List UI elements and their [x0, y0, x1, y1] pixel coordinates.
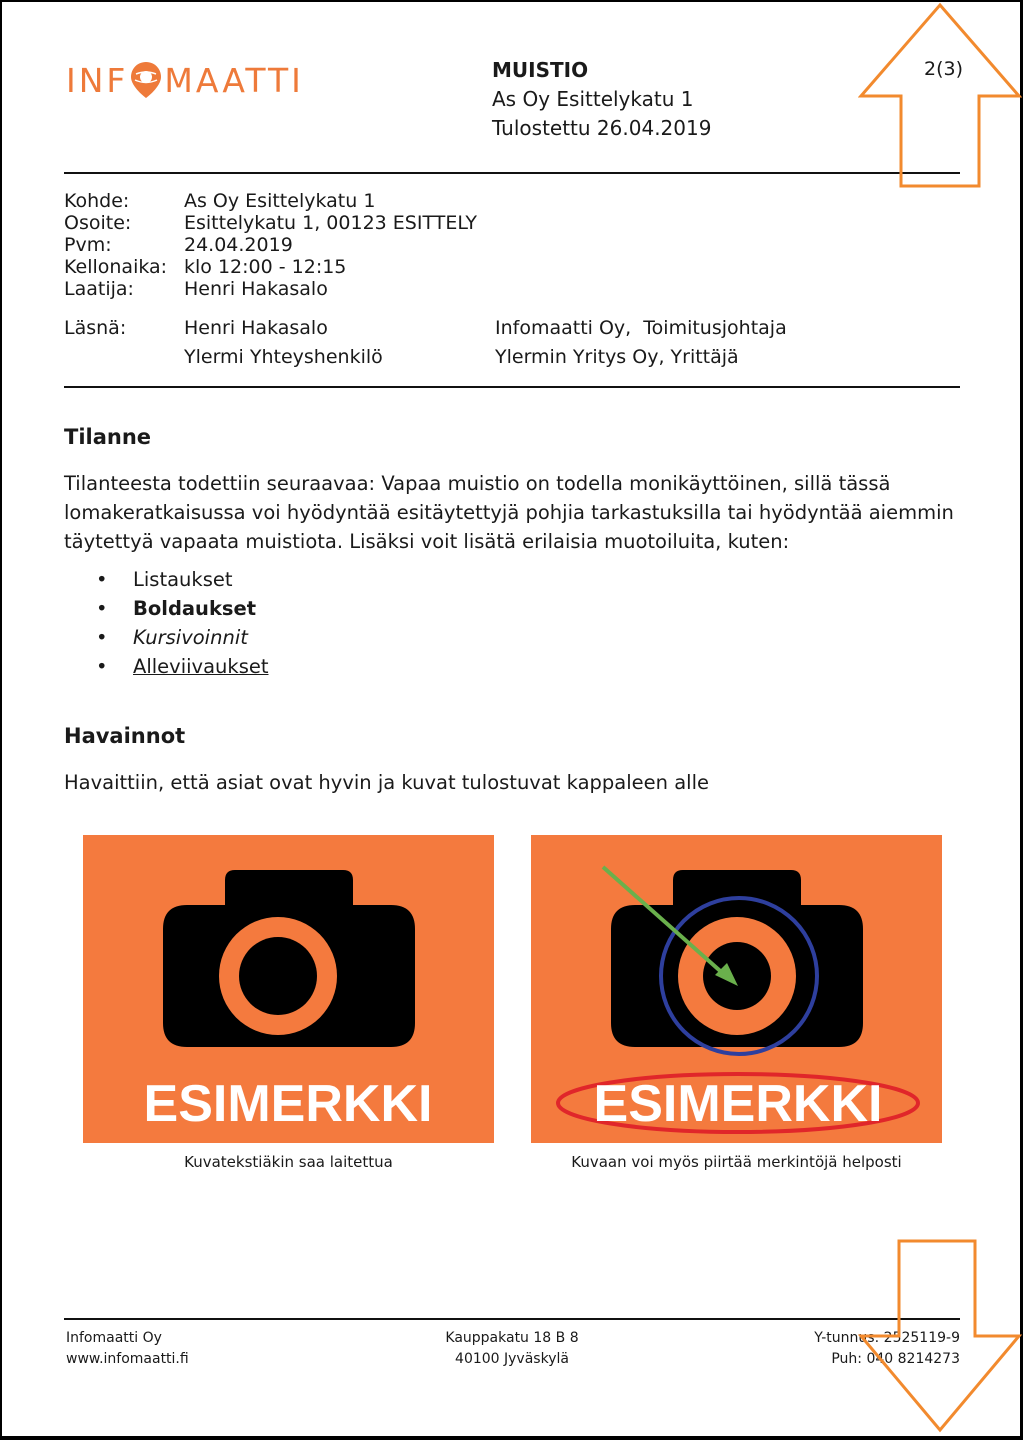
scroll-down-arrow-icon[interactable]	[858, 1238, 1022, 1434]
city-address: 40100 Jyväskylä	[455, 1350, 569, 1367]
detail-value: As Oy Esittelykatu 1	[184, 190, 376, 212]
paragraph-line: lomakeratkaisussa voi hyödyntää esitäytettyjä pohjia tarkastuksilla tai hyödyntää aiemmin	[64, 501, 954, 524]
document-type: MUISTIO	[492, 58, 589, 82]
header-divider	[64, 172, 960, 174]
attendee-role: Infomaatti Oy, Toimitusjohtaja	[495, 317, 787, 339]
detail-label: Pvm:	[64, 234, 112, 256]
photo-label: ESIMERKKI	[593, 1075, 883, 1133]
detail-row-pvm	[64, 234, 477, 256]
bullet-mark: •	[96, 655, 108, 678]
example-photo-1[interactable]	[83, 835, 494, 1143]
detail-row-kohde	[64, 190, 477, 212]
list-item	[96, 594, 269, 623]
attendee-row	[64, 314, 787, 343]
list-item	[96, 652, 269, 681]
print-date: Tulostettu 26.04.2019	[492, 116, 712, 140]
details-divider	[64, 386, 960, 388]
footer-divider	[64, 1318, 960, 1320]
paragraph-line: täytettyä vapaata muistiota. Lisäksi voit lisätä erilaisia muotoiluita, kuten:	[64, 530, 790, 553]
list-item-text: Boldaukset	[133, 597, 257, 620]
logo-text-right: MAATTI	[164, 60, 304, 100]
attendee-name: Ylermi Yhteyshenkilö	[184, 346, 383, 368]
detail-label: Laatija:	[64, 278, 134, 300]
footer-address	[400, 1328, 624, 1369]
attendee-role: Ylermin Yritys Oy, Yrittäjä	[495, 346, 739, 368]
photo-caption: Kuvaan voi myös piirtää merkintöjä helposti	[571, 1153, 902, 1171]
detail-row-kellonaika	[64, 256, 477, 278]
scroll-up-arrow-icon[interactable]	[858, 2, 1022, 190]
detail-value: 24.04.2019	[184, 234, 293, 256]
business-id: Y-tunnus: 2525119-9	[814, 1330, 960, 1346]
example-photo-2[interactable]	[531, 835, 942, 1143]
detail-label: Osoite:	[64, 212, 132, 234]
detail-label: Kellonaika:	[64, 256, 168, 278]
list-item	[96, 565, 269, 594]
detail-row-laatija	[64, 278, 477, 300]
detail-label: Kohde:	[64, 190, 130, 212]
tilanne-paragraph	[64, 469, 960, 556]
attendees	[64, 314, 787, 372]
attendees-label: Läsnä:	[64, 317, 127, 339]
page-number: 2(3)	[924, 58, 964, 80]
logo-text-left: INF	[66, 60, 129, 100]
havainnot-paragraph: Havaittiin, että asiat ovat hyvin ja kuvat tulostuvat kappaleen alle	[64, 771, 709, 794]
section-heading-havainnot: Havainnot	[64, 724, 186, 748]
section-heading-tilanne: Tilanne	[64, 425, 152, 449]
attendee-row	[64, 343, 787, 372]
list-item-text: Alleviivaukset	[133, 655, 269, 678]
infomaatti-logo	[66, 58, 304, 102]
photo-label: ESIMERKKI	[143, 1075, 433, 1133]
phone-number: Puh: 040 8214273	[831, 1350, 960, 1367]
bullet-mark: •	[96, 568, 108, 591]
formatting-list	[96, 565, 269, 681]
footer-company	[66, 1328, 189, 1369]
paragraph-line: Tilanteesta todettiin seuraavaa: Vapaa muistio on todella monikäyttöinen, sillä tässä	[64, 472, 891, 495]
street-address: Kauppakatu 18 B 8	[445, 1330, 579, 1346]
bullet-mark: •	[96, 626, 108, 649]
list-item-text: Kursivoinnit	[133, 626, 248, 649]
detail-value: Henri Hakasalo	[184, 278, 328, 300]
website-link[interactable]: www.infomaatti.fi	[66, 1350, 189, 1367]
bullet-mark: •	[96, 597, 108, 620]
detail-value: klo 12:00 - 12:15	[184, 256, 347, 278]
location-pin-icon	[129, 60, 163, 100]
document-header	[492, 56, 711, 143]
meeting-details	[64, 190, 477, 300]
property-name: As Oy Esittelykatu 1	[492, 87, 694, 111]
list-item-text: Listaukset	[133, 568, 233, 591]
detail-value: Esittelykatu 1, 00123 ESITTELY	[184, 212, 478, 234]
detail-row-osoite	[64, 212, 477, 234]
photo-caption: Kuvatekstiäkin saa laitettua	[184, 1153, 393, 1171]
company-name: Infomaatti Oy	[66, 1330, 162, 1346]
list-item	[96, 623, 269, 652]
attendee-name: Henri Hakasalo	[184, 317, 328, 339]
